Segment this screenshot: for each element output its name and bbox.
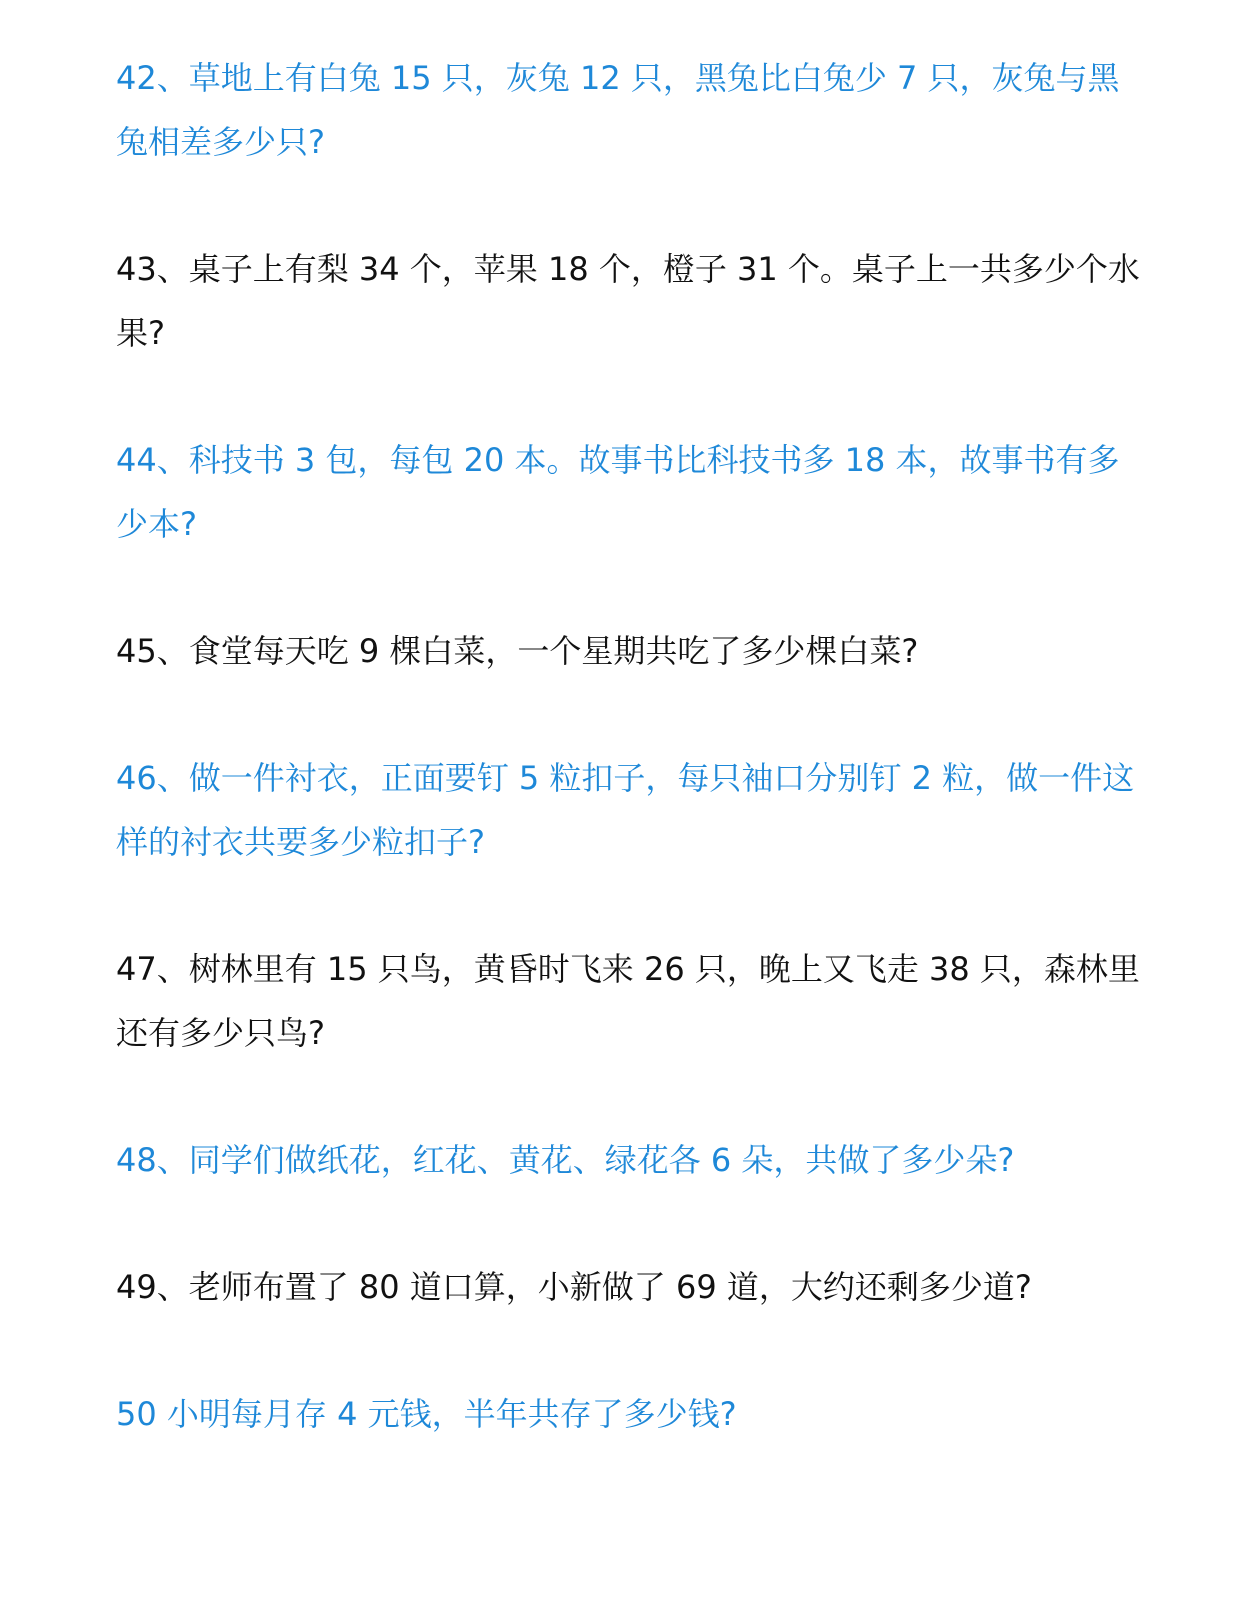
- problem-44: [116, 428, 1128, 556]
- problem-line: 50 小明每月存 4 元钱，半年共存了多少钱?: [116, 1395, 737, 1433]
- problem-43: [116, 237, 1140, 365]
- problem-46: [116, 746, 1135, 874]
- problem-49: [116, 1255, 1128, 1319]
- problem-line: 样的衬衣共要多少粒扣子?: [116, 823, 485, 861]
- problem-line: 果?: [116, 314, 165, 352]
- problem-line: 44、科技书 3 包，每包 20 本。故事书比科技书多 18 本，故事书有多: [116, 441, 1120, 479]
- problem-line: 49、老师布置了 80 道口算，小新做了 69 道，大约还剩多少道?: [116, 1268, 1032, 1306]
- problem-line: 少本?: [116, 505, 197, 543]
- problem-line: 48、同学们做纸花，红花、黄花、绿花各 6 朵，共做了多少朵?: [116, 1141, 1015, 1179]
- problem-line: 还有多少只鸟?: [116, 1014, 325, 1052]
- problem-42: [116, 46, 1128, 174]
- problem-line: 45、食堂每天吃 9 棵白菜，一个星期共吃了多少棵白菜?: [116, 632, 919, 670]
- problem-48: [116, 1128, 1128, 1192]
- problem-50: [116, 1382, 1128, 1446]
- problem-line: 兔相差多少只?: [116, 123, 325, 161]
- problem-47: [116, 937, 1140, 1065]
- problem-line: 43、桌子上有梨 34 个，苹果 18 个，橙子 31 个。桌子上一共多少个水: [116, 250, 1140, 288]
- problem-45: [116, 619, 1128, 683]
- problem-line: 46、做一件衬衣，正面要钉 5 粒扣子，每只袖口分别钉 2 粒，做一件这: [116, 759, 1135, 797]
- problem-line: 42、草地上有白兔 15 只，灰兔 12 只，黑兔比白兔少 7 只，灰兔与黑: [116, 59, 1120, 97]
- problem-line: 47、树林里有 15 只鸟，黄昏时飞来 26 只，晚上又飞走 38 只，森林里: [116, 950, 1140, 988]
